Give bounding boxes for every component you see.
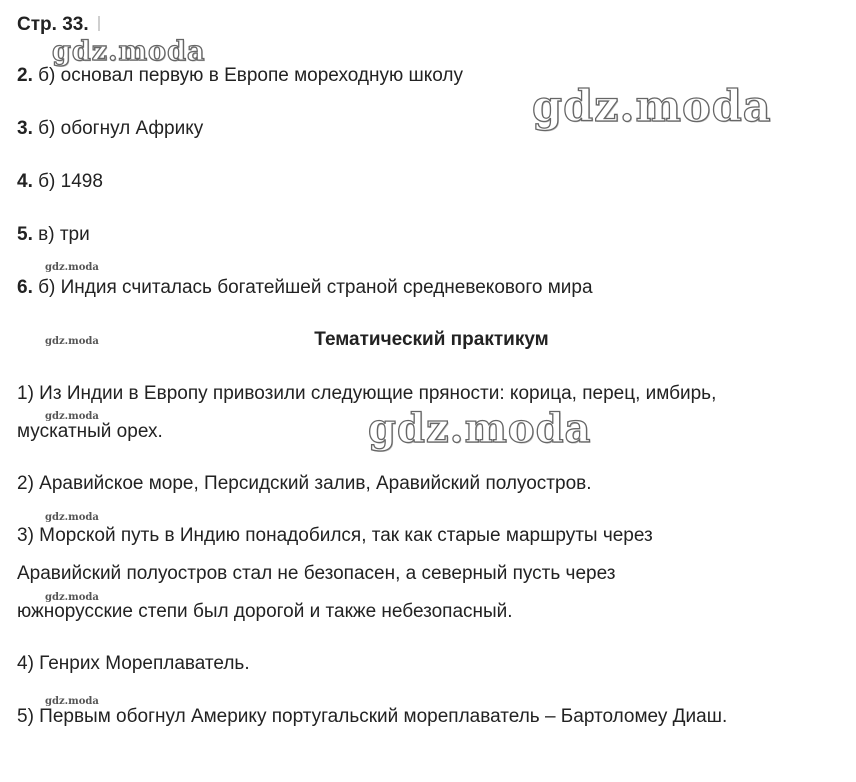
watermark-small-4: gdz.moda <box>45 512 99 523</box>
practicum-1-line-1: 1) Из Индии в Европу привозили следующие пряности: корица, перец, имбирь, <box>17 383 717 404</box>
watermark-middle: gdz.moda <box>368 405 592 452</box>
practicum-5: 5) Первым обогнул Америку португальский мореплаватель – Бартоломеу Диаш. <box>17 706 728 727</box>
answer-number: 4. <box>17 171 33 192</box>
answer-number: 3. <box>17 118 33 139</box>
answer-text: б) обогнул Африку <box>32 118 204 139</box>
answer-text: б) основал первую в Европе мореходную школу <box>32 65 463 86</box>
answer-2 <box>17 64 463 88</box>
page-header <box>17 14 100 36</box>
cursor-mark <box>98 16 100 31</box>
practicum-1-line-2: мускатный орех. <box>17 421 163 442</box>
section-title: Тематический практикум <box>314 329 549 350</box>
answer-number: 2. <box>17 65 33 86</box>
practicum-2: 2) Аравийское море, Персидский залив, Аравийский полуостров. <box>17 473 592 494</box>
practicum-3-line-2: Аравийский полуостров стал не безопасен, а северный пусть через <box>17 563 616 584</box>
answer-6 <box>17 276 593 300</box>
page-number-label: Стр. 33. <box>17 14 89 35</box>
answer-text: б) Индия считалась богатейшей страной средневекового мира <box>32 277 593 298</box>
watermark-small-5: gdz.moda <box>45 592 99 603</box>
answer-text: б) 1498 <box>32 171 103 192</box>
answer-number: 6. <box>17 277 33 298</box>
answer-4 <box>17 170 103 194</box>
answer-3 <box>17 117 203 141</box>
answer-5 <box>17 223 90 247</box>
watermark-top-left: gdz.moda <box>52 36 206 67</box>
practicum-4: 4) Генрих Мореплаватель. <box>17 653 250 674</box>
practicum-3-line-3: южнорусские степи был дорогой и также небезопасный. <box>17 601 513 622</box>
watermark-small-1: gdz.moda <box>45 262 99 273</box>
watermark-small-2: gdz.moda <box>45 336 99 347</box>
watermark-top-right: gdz.moda <box>532 82 772 132</box>
watermark-small-6: gdz.moda <box>45 696 99 707</box>
practicum-3-line-1: 3) Морской путь в Индию понадобился, так как старые маршруты через <box>17 525 653 546</box>
answer-text: в) три <box>32 224 90 245</box>
answer-number: 5. <box>17 224 33 245</box>
watermark-small-3: gdz.moda <box>45 411 99 422</box>
